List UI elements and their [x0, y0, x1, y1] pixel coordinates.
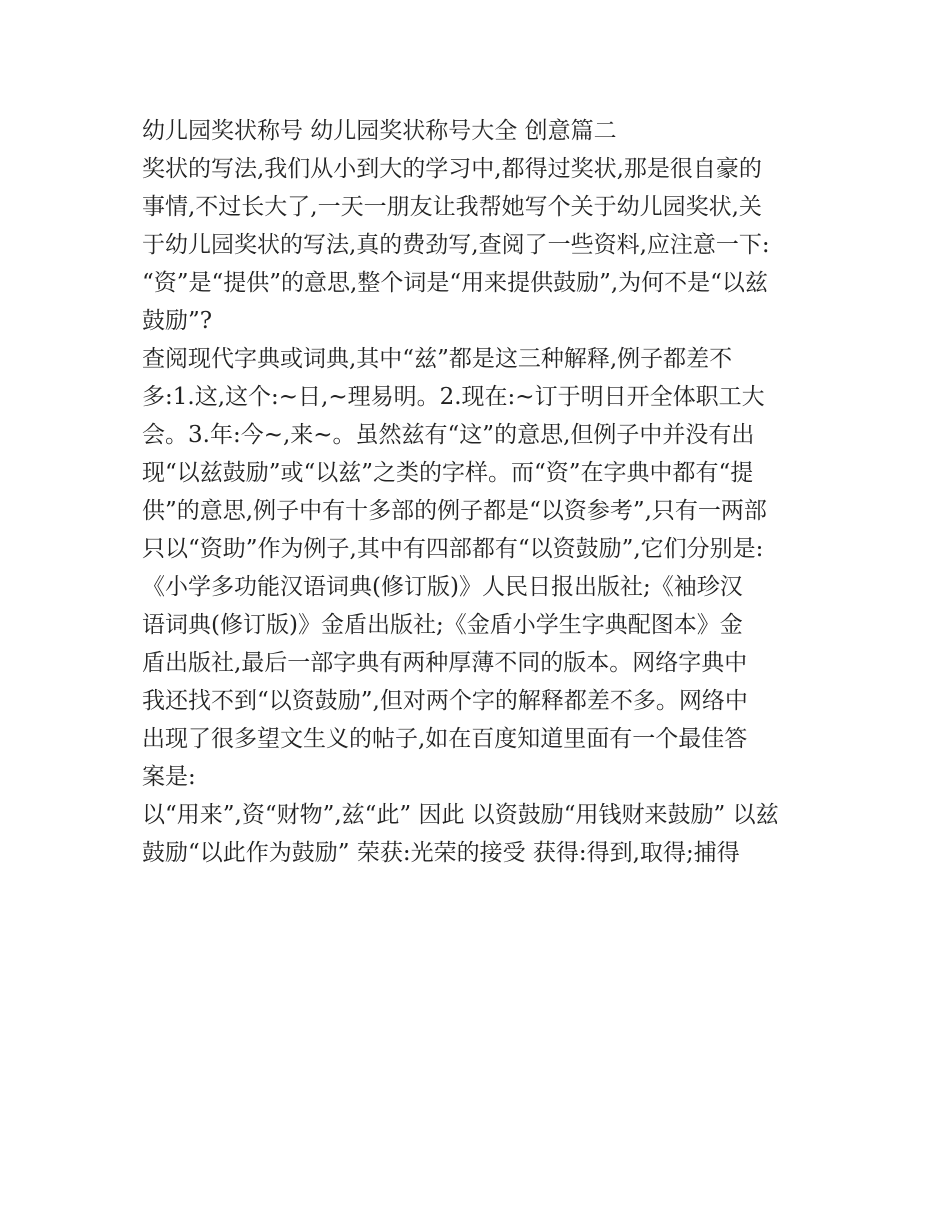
text-line: 鼓励“以此作为鼓励” 荣获:光荣的接受 获得:得到,取得;捕得: [142, 840, 740, 866]
text-line: 于幼儿园奖状的写法,真的费劲写,查阅了一些资料,应注意一下:: [142, 232, 770, 258]
text-line: 《小学多功能汉语词典(修订版)》人民日报出版社;《袖珍汉: [142, 574, 743, 600]
text-line: 会。3.年:今~,来~。虽然兹有“这”的意思,但例子中并没有出: [142, 422, 755, 448]
title-line: 幼儿园奖状称号 幼儿园奖状称号大全 创意篇二: [142, 118, 617, 144]
document-title: [142, 112, 822, 150]
text-line: 盾出版社,最后一部字典有两种厚薄不同的版本。网络字典中: [142, 650, 748, 676]
text-line: 多:1.这,这个:~日,~理易明。2.现在:~订于明日开全体职工大: [142, 384, 765, 410]
text-line: 只以“资助”作为例子,其中有四部都有“以资鼓励”,它们分别是:: [142, 536, 764, 562]
text-line: 鼓励”?: [142, 308, 213, 334]
paragraph-1: [142, 150, 822, 340]
text-line: 出现了很多望文生义的帖子,如在百度知道里面有一个最佳答: [142, 726, 748, 752]
text-line: 现“以兹鼓励”或“以兹”之类的字样。而“资”在字典中都有“提: [142, 460, 754, 486]
text-line: 以“用来”,资“财物”,兹“此” 因此 以资鼓励“用钱财来鼓励” 以兹: [142, 802, 779, 828]
text-line: “资”是“提供”的意思,整个词是“用来提供鼓励”,为何不是“以兹: [142, 270, 768, 296]
text-line: 我还找不到“以资鼓励”,但对两个字的解释都差不多。网络中: [142, 688, 748, 714]
document-body: [142, 112, 822, 872]
text-line: 事情,不过长大了,一天一朋友让我帮她写个关于幼儿园奖状,关: [142, 194, 762, 220]
paragraph-2: [142, 340, 822, 796]
paragraph-3: [142, 796, 822, 872]
text-line: 供”的意思,例子中有十多部的例子都是“以资参考”,只有一两部: [142, 498, 767, 524]
text-line: 奖状的写法,我们从小到大的学习中,都得过奖状,那是很自豪的: [142, 156, 762, 182]
text-line: 查阅现代字典或词典,其中“兹”都是这三种解释,例子都差不: [142, 346, 733, 372]
text-line: 案是:: [142, 764, 196, 790]
text-line: 语词典(修订版)》金盾出版社;《金盾小学生字典配图本》金: [142, 612, 743, 638]
